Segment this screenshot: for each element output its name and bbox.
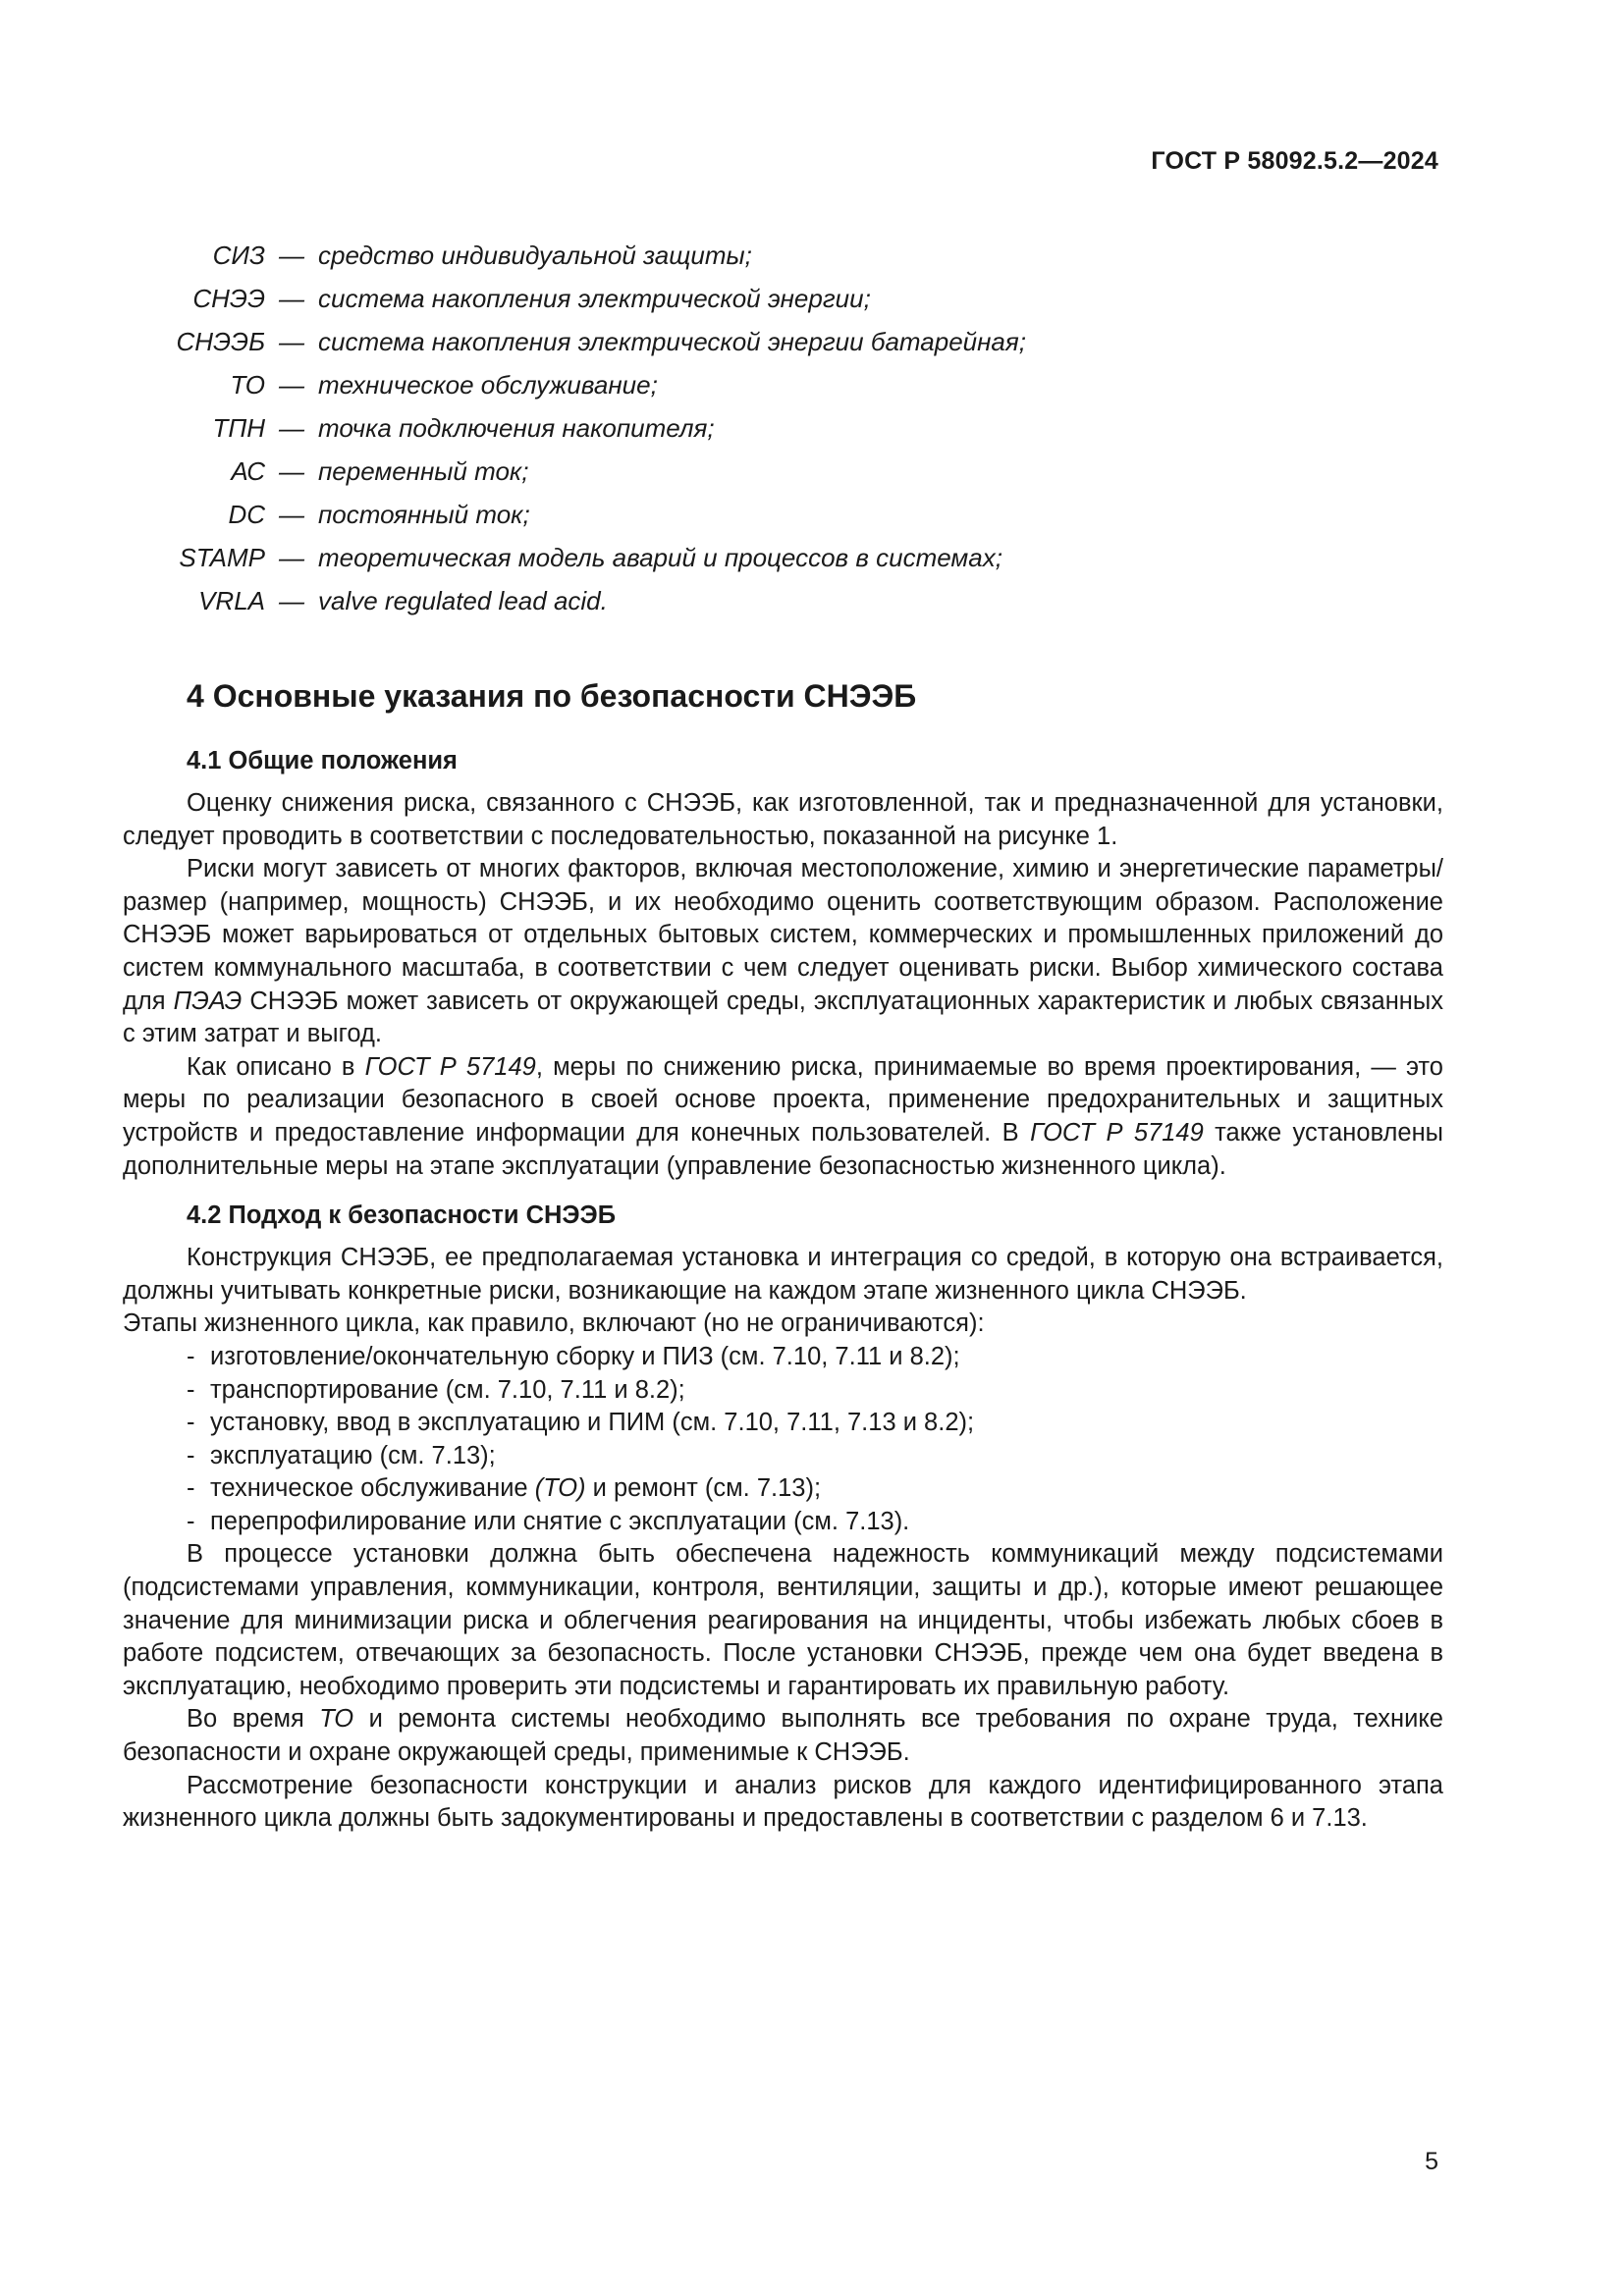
abbreviation-item (147, 234, 1443, 277)
paragraph-4-2-1: Конструкция СНЭЭБ, ее предполагаемая установка и интеграция со средой, в которую она встраивается, должны учитывать конкретные риски, возникающие на каждом этапе жизненного цикла СНЭЭБ. (123, 1244, 1443, 1305)
abbreviation-separator: — (279, 543, 304, 572)
paragraph-text: Как описано в (187, 1052, 355, 1081)
lifecycle-stage-list (123, 1341, 1443, 1539)
list-item (123, 1440, 1443, 1473)
standard-reference: ГОСТ Р 57149 (1030, 1118, 1204, 1147)
abbreviation-separator: — (279, 456, 304, 486)
abbreviation-item (147, 406, 1443, 450)
list-dash: - (187, 1474, 195, 1503)
list-item (123, 1506, 1443, 1539)
document-header: ГОСТ Р 58092.5.2—2024 (1151, 147, 1438, 175)
paragraph-text: также установлены дополнительные меры на этапе эксплуатации (управление безопасностью жизненного цикла). (123, 1118, 1443, 1180)
abbreviation-inline: ПЭАЭ (173, 987, 243, 1015)
abbreviation-separator: — (279, 327, 304, 356)
abbreviation-separator: — (279, 370, 304, 400)
paragraph-4-1-3 (123, 1051, 1443, 1183)
abbreviation-list (147, 234, 1443, 622)
abbreviation-definition: valve regulated lead acid. (318, 586, 608, 615)
list-item (123, 1341, 1443, 1374)
abbreviation-item (147, 363, 1443, 406)
paragraph-text: СНЭЭБ может зависеть от окружающей среды, эксплуатационных характеристик и любых связанных с этим затрат и выгод. (123, 987, 1443, 1048)
abbreviation-term: ТО (230, 370, 265, 400)
list-item-text: и ремонт (см. 7.13); (592, 1474, 822, 1503)
abbreviation-term: СИЗ (212, 240, 265, 270)
abbreviation-item (147, 450, 1443, 493)
paragraph-text: Во время (187, 1705, 304, 1734)
paragraph-text: Риски могут зависеть от многих факторов, включая местоположение, химию и энергетические параметры/размер (например, мощность) СНЭЭБ, и их необходимо оценить соответствующим образом. Расположение СНЭЭБ может варьироваться от отдельных бытовых систем, коммерческих и промышленных приложений до систем коммунального масштаба, в соответствии с чем следует оценивать риски. Выбор химического состава для (123, 855, 1443, 1015)
list-item-text: эксплуатацию (см. 7.13); (210, 1441, 496, 1469)
list-item-text: техническое обслуживание (210, 1474, 528, 1503)
abbreviation-item (147, 320, 1443, 363)
abbreviation-term: ТПН (212, 413, 265, 443)
abbreviation-definition: постоянный ток; (318, 500, 530, 529)
abbreviation-term: СНЭЭ (192, 284, 265, 313)
section-4-heading: 4 Основные указания по безопасности СНЭЭБ (187, 678, 917, 714)
abbreviation-separator: — (279, 240, 304, 270)
abbreviation-definition: система накопления электрической энергии; (318, 284, 871, 313)
abbreviation-definition: средство индивидуальной защиты; (318, 240, 752, 270)
paragraph-4-2-2: В процессе установки должна быть обеспечена надежность коммуникаций между подсистемами (подсистемами управления, коммуникации, контроля, вентиляции, защиты и др.), которые имеют решающее значение для минимизации риска и облегчения реагирования на инциденты, чтобы избежать любых сбоев в работе подсистем, отвечающих за безопасность. После установки СНЭЭБ, прежде чем она будет введена в эксплуатацию, необходимо проверить эти подсистемы и гарантировать их правильную работу. (123, 1540, 1443, 1700)
list-item (123, 1472, 1443, 1506)
list-dash: - (187, 1441, 195, 1469)
paragraph-4-1-1: Оценку снижения риска, связанного с СНЭЭБ, как изготовленной, так и предназначенной для установки, следует проводить в соответствии с последовательностью, показанной на рисунке 1. (123, 789, 1443, 850)
paragraph-4-2-3 (123, 1703, 1443, 1769)
abbreviation-inline: (ТО) (534, 1474, 586, 1503)
abbreviation-term: STAMP (179, 543, 265, 572)
list-dash: - (187, 1409, 195, 1437)
subsection-4-1-heading: 4.1 Общие положения (187, 747, 458, 774)
paragraph-text: и ремонта системы необходимо выполнять все требования по охране труда, технике безопасности и охране окружающей среды, применимые к СНЭЭБ. (123, 1705, 1443, 1767)
list-item-text: изготовление/окончательную сборку и ПИЗ (см. 7.10, 7.11 и 8.2); (210, 1342, 960, 1370)
list-dash: - (187, 1507, 195, 1535)
abbreviation-term: VRLA (198, 586, 265, 615)
main-content (123, 667, 1443, 1836)
abbreviation-term: АС (231, 456, 265, 486)
list-item (123, 1407, 1443, 1440)
abbreviation-item (147, 493, 1443, 536)
abbreviation-definition: техническое обслуживание; (318, 370, 658, 400)
abbreviation-definition: теоретическая модель аварий и процессов в системах; (318, 543, 1002, 572)
list-item-text: перепрофилирование или снятие с эксплуатации (см. 7.13). (210, 1507, 910, 1535)
abbreviation-separator: — (279, 284, 304, 313)
paragraph-4-1-2 (123, 853, 1443, 1051)
page-number: 5 (1425, 2148, 1438, 2175)
abbreviation-term: СНЭЭБ (176, 327, 265, 356)
list-item (123, 1374, 1443, 1408)
paragraph-text: , меры по снижению риска, принимаемые во время проектирования, — это меры по реализации безопасного в своей основе проекта, применение предохранительных и защитных устройств и предоставление информации для конечных пользователей. В (123, 1052, 1443, 1147)
abbreviation-inline: ТО (319, 1705, 354, 1734)
abbreviation-definition: точка подключения накопителя; (318, 413, 715, 443)
abbreviation-term: DC (228, 500, 265, 529)
abbreviation-separator: — (279, 413, 304, 443)
abbreviation-item (147, 579, 1443, 622)
abbreviation-item (147, 536, 1443, 579)
abbreviation-item (147, 277, 1443, 320)
list-dash: - (187, 1375, 195, 1404)
paragraph-4-2-1b: Этапы жизненного цикла, как правило, включают (но не ограничиваются): (123, 1309, 985, 1338)
list-item-text: транспортирование (см. 7.10, 7.11 и 8.2); (210, 1375, 685, 1404)
standard-reference: ГОСТ Р 57149 (364, 1052, 536, 1081)
abbreviation-definition: переменный ток; (318, 456, 529, 486)
paragraph-4-2-4: Рассмотрение безопасности конструкции и анализ рисков для каждого идентифицированного этапа жизненного цикла должны быть задокументированы и предоставлены в соответствии с разделом 6 и 7.13. (123, 1771, 1443, 1833)
subsection-4-2-heading: 4.2 Подход к безопасности СНЭЭБ (187, 1201, 617, 1230)
list-dash: - (187, 1342, 195, 1370)
abbreviation-separator: — (279, 500, 304, 529)
abbreviation-definition: система накопления электрической энергии батарейная; (318, 327, 1026, 356)
list-item-text: установку, ввод в эксплуатацию и ПИМ (см. 7.10, 7.11, 7.13 и 8.2); (210, 1409, 975, 1437)
abbreviation-separator: — (279, 586, 304, 615)
